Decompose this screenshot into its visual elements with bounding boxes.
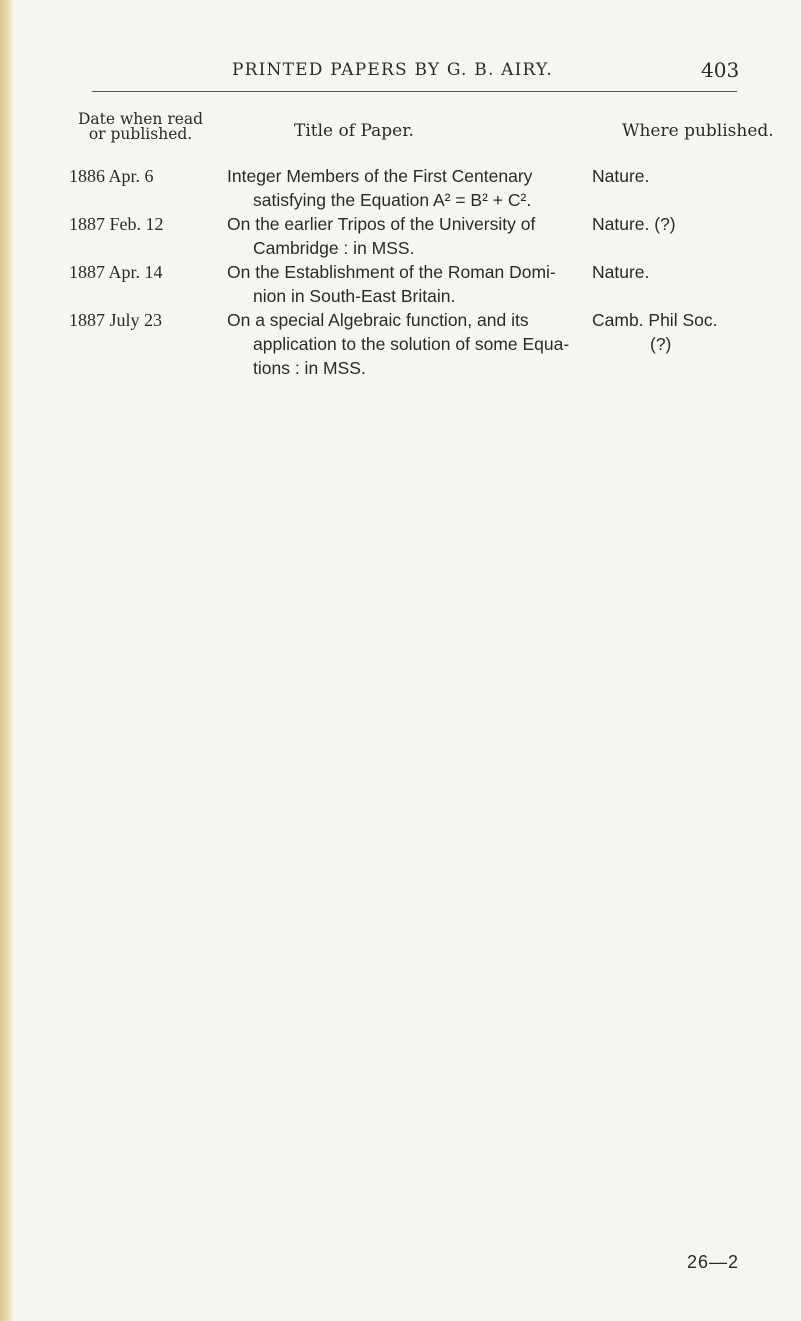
entry-title-line: satisfying the Equation A² = B² + C². — [253, 190, 532, 210]
papers-list — [0, 166, 801, 382]
column-head-where: Where published. — [622, 121, 774, 141]
list-item — [0, 214, 801, 262]
column-head-date-line2: or published. — [88, 125, 193, 143]
entry-where: Nature. (?) — [592, 214, 676, 234]
entry-where-query: (?) — [650, 334, 672, 354]
entry-title-line: application to the solution of some Equa- — [253, 334, 570, 354]
entry-where: Nature. — [592, 262, 650, 282]
column-head-date-line1: Date when read — [78, 110, 204, 128]
signature-mark: 26—2 — [687, 1252, 740, 1272]
entry-where: Nature. — [592, 166, 650, 186]
column-head-date — [78, 112, 203, 142]
header-rule — [92, 91, 737, 92]
page-number: 403 — [701, 58, 740, 82]
list-item — [0, 310, 801, 382]
list-item — [0, 262, 801, 310]
entry-title-line: nion in South-East Britain. — [253, 286, 456, 306]
entry-title-line: Integer Members of the First Centenary — [227, 166, 533, 186]
entry-date: 1887 July 23 — [69, 310, 163, 330]
entry-date: 1887 Apr. 14 — [69, 262, 163, 282]
entry-where: Camb. Phil Soc. — [592, 310, 718, 330]
entry-title-line: On the Establishment of the Roman Domi- — [227, 262, 556, 282]
entry-title-line: On the earlier Tripos of the University of — [227, 214, 536, 234]
entry-title-line: tions : in MSS. — [253, 358, 366, 378]
column-head-title: Title of Paper. — [294, 121, 414, 141]
entry-title-line: Cambridge : in MSS. — [253, 238, 415, 258]
entry-date: 1887 Feb. 12 — [69, 214, 164, 234]
entry-title-line: On a special Algebraic function, and its — [227, 310, 529, 330]
running-head: PRINTED PAPERS BY G. B. AIRY. — [232, 60, 553, 80]
entry-date: 1886 Apr. 6 — [69, 166, 154, 186]
list-item — [0, 166, 801, 214]
